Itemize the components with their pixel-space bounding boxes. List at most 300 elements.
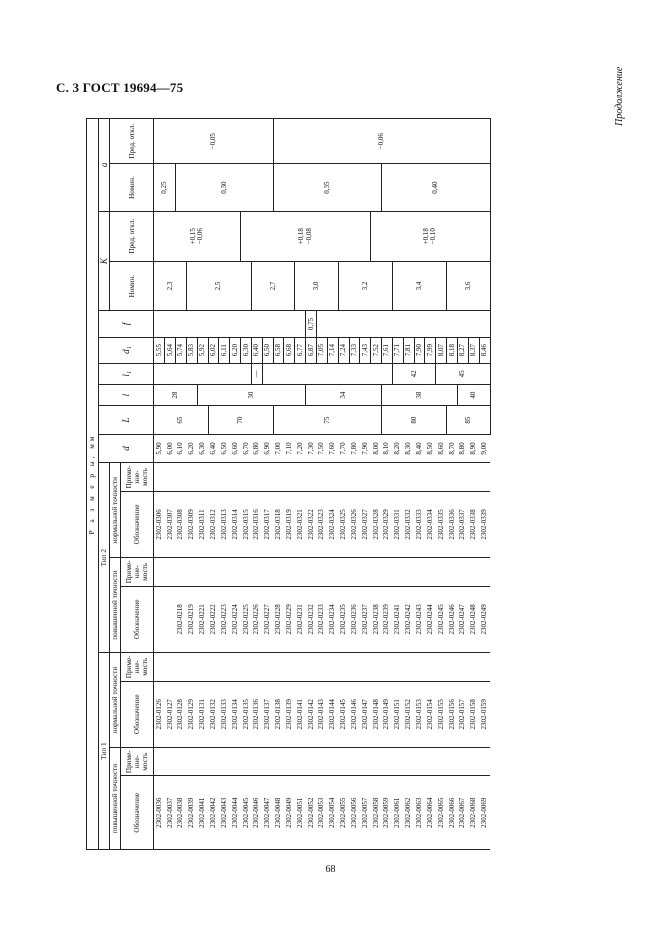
designation-t1-increased: 2302-0049	[284, 776, 295, 850]
designation-t2-increased: 2302-0238	[371, 586, 382, 652]
designation-header: Обозначение	[121, 681, 154, 747]
application-cell	[457, 463, 468, 491]
application-cell	[295, 558, 306, 586]
a-nominal-value: 0,40	[382, 164, 490, 211]
d-value: 8,40	[414, 434, 425, 462]
application-cell	[382, 558, 393, 586]
application-cell	[360, 558, 371, 586]
designation-t1-normal: 2302-0143	[317, 681, 328, 747]
d1-value: 7,14	[327, 337, 338, 363]
application-cell	[251, 558, 262, 586]
application-cell	[425, 558, 436, 586]
application-cell	[295, 463, 306, 491]
L-value: 85	[447, 406, 490, 434]
application-cell	[208, 558, 219, 586]
application-cell	[284, 747, 295, 775]
application-cell	[230, 558, 241, 586]
application-cell	[241, 747, 252, 775]
designation-t2-normal: 2302-0337	[457, 491, 468, 557]
application-cell	[197, 653, 208, 681]
designation-t2-increased: 2302-0234	[327, 586, 338, 652]
designation-t1-normal: 2302-0126	[154, 681, 165, 747]
application-cell	[251, 653, 262, 681]
l1-value	[154, 363, 252, 384]
designation-t1-increased: 2302-0047	[262, 776, 273, 850]
application-cell	[219, 653, 230, 681]
d-value: 6,50	[219, 434, 230, 462]
application-cell	[457, 653, 468, 681]
application-cell	[208, 463, 219, 491]
f-header: f	[99, 311, 154, 337]
application-cell	[468, 463, 479, 491]
L-header: L	[99, 406, 154, 434]
designation-t2-normal: 2302-0325	[338, 491, 349, 557]
application-cell	[349, 653, 360, 681]
application-cell	[295, 653, 306, 681]
d1-value: 6,11	[219, 337, 230, 363]
application-cell	[436, 558, 447, 586]
designation-t1-increased: 2302-0037	[165, 776, 176, 850]
designation-t1-increased: 2302-0055	[338, 776, 349, 850]
d-value: 7,50	[317, 434, 328, 462]
application-cell	[306, 747, 317, 775]
application-cell	[317, 463, 328, 491]
K-header: K	[99, 211, 110, 311]
d-value: 8,50	[425, 434, 436, 462]
d-value: 6,40	[208, 434, 219, 462]
designation-t2-normal: 2302-0317	[262, 491, 273, 557]
application-cell	[208, 747, 219, 775]
K-nominal-value: 3,0	[295, 261, 338, 311]
application-cell	[197, 747, 208, 775]
application-cell	[186, 463, 197, 491]
l-header: l	[99, 384, 154, 405]
designation-t1-increased: 2302-0056	[349, 776, 360, 850]
application-cell	[382, 747, 393, 775]
designation-t2-normal: 2302-0336	[447, 491, 458, 557]
application-cell	[154, 558, 165, 586]
designation-t2-normal: 2302-0326	[349, 491, 360, 557]
designation-t2-normal: 2302-0331	[392, 491, 403, 557]
d-value: 7,60	[327, 434, 338, 462]
application-cell	[284, 463, 295, 491]
designation-t1-increased: 2302-0042	[208, 776, 219, 850]
designation-t2-normal: 2302-0316	[251, 491, 262, 557]
d1-value: 6,87	[306, 337, 317, 363]
application-cell	[349, 558, 360, 586]
designation-t1-increased: 2302-0068	[468, 776, 479, 850]
application-cell	[327, 558, 338, 586]
K-nominal-value: 2,7	[251, 261, 294, 311]
designation-t1-normal: 2302-0145	[338, 681, 349, 747]
designation-t1-normal: 2302-0154	[425, 681, 436, 747]
application-cell	[479, 463, 490, 491]
L-value: 65	[154, 406, 208, 434]
d1-value: 7,43	[360, 337, 371, 363]
designation-t2-increased: 2302-0231	[295, 586, 306, 652]
d1-value: 7,33	[349, 337, 360, 363]
designation-t1-increased: 2302-0039	[186, 776, 197, 850]
designation-t1-normal: 2302-0128	[176, 681, 187, 747]
designation-t1-increased: 2302-0059	[382, 776, 393, 850]
designation-t2-increased: 2302-0244	[425, 586, 436, 652]
designation-t1-increased: 2302-0054	[327, 776, 338, 850]
application-cell	[219, 558, 230, 586]
application-header: Приме-нне-мость	[121, 558, 154, 586]
d-value: 6,70	[241, 434, 252, 462]
dimension-table-rotated	[86, 118, 594, 850]
designation-t1-normal: 2302-0133	[219, 681, 230, 747]
designation-t1-increased: 2302-0053	[317, 776, 328, 850]
application-cell	[392, 747, 403, 775]
d1-value: 5,55	[154, 337, 165, 363]
application-cell	[414, 653, 425, 681]
d-value: 6,80	[251, 434, 262, 462]
d-value: 8,20	[392, 434, 403, 462]
application-cell	[479, 558, 490, 586]
application-cell	[392, 463, 403, 491]
application-cell	[176, 558, 187, 586]
d-value: 7,70	[338, 434, 349, 462]
l-value: 38	[382, 384, 458, 405]
application-cell	[284, 558, 295, 586]
d-value: 7,00	[273, 434, 284, 462]
designation-t1-normal: 2302-0137	[262, 681, 273, 747]
designation-t1-normal: 2302-0152	[403, 681, 414, 747]
application-cell	[176, 653, 187, 681]
application-cell	[414, 463, 425, 491]
application-cell	[403, 558, 414, 586]
l1-value	[262, 363, 392, 384]
a-nominal-value: 0,25	[154, 164, 176, 211]
d1-value: 6,58	[273, 337, 284, 363]
application-cell	[306, 463, 317, 491]
application-cell	[251, 747, 262, 775]
application-cell	[230, 747, 241, 775]
designation-t2-increased: 2302-0245	[436, 586, 447, 652]
designation-t2-increased: 2302-0218	[176, 586, 187, 652]
application-cell	[262, 653, 273, 681]
application-cell	[327, 653, 338, 681]
application-cell	[262, 558, 273, 586]
application-cell	[468, 558, 479, 586]
designation-t2-normal: 2302-0311	[197, 491, 208, 557]
application-cell	[403, 747, 414, 775]
designation-t2-normal: 2302-0314	[230, 491, 241, 557]
designation-t1-increased: 2302-0058	[371, 776, 382, 850]
designation-t2-normal: 2302-0318	[273, 491, 284, 557]
l1-value: 42	[392, 363, 435, 384]
application-cell	[338, 558, 349, 586]
designation-t2-increased: 2302-0226	[251, 586, 262, 652]
designation-t1-increased: 2302-0067	[457, 776, 468, 850]
f-value	[317, 311, 491, 337]
d1-value: 6,20	[230, 337, 241, 363]
application-cell	[457, 747, 468, 775]
application-cell	[262, 747, 273, 775]
designation-t1-increased: 2302-0069	[479, 776, 490, 850]
l-value: 40	[457, 384, 490, 405]
designation-t1-normal: 2302-0156	[447, 681, 458, 747]
d1-value: 7,99	[425, 337, 436, 363]
application-cell	[360, 653, 371, 681]
designation-t1-normal: 2302-0129	[186, 681, 197, 747]
d1-value: 5,83	[186, 337, 197, 363]
designation-t2-increased: 2302-0223	[219, 586, 230, 652]
designation-t1-increased: 2302-0063	[414, 776, 425, 850]
K-nom-header: Номин.	[110, 261, 154, 311]
d-value: 8,90	[468, 434, 479, 462]
type2-header: Тип 2	[99, 463, 110, 653]
designation-header: Обозначение	[121, 491, 154, 557]
designation-t1-normal: 2302-0159	[479, 681, 490, 747]
table-body	[154, 119, 490, 850]
application-cell	[251, 463, 262, 491]
application-cell	[338, 747, 349, 775]
d1-value: 5,92	[197, 337, 208, 363]
application-cell	[273, 463, 284, 491]
designation-t2-increased: 2302-0232	[306, 586, 317, 652]
application-cell	[230, 463, 241, 491]
K-tolerance-value: +0,18 −0,08	[241, 211, 371, 261]
application-cell	[403, 653, 414, 681]
application-cell	[295, 747, 306, 775]
designation-t1-increased: 2302-0045	[241, 776, 252, 850]
application-cell	[154, 747, 165, 775]
designation-t2-increased: 2302-0221	[197, 586, 208, 652]
d1-value: 7,81	[403, 337, 414, 363]
designation-t2-increased: 2302-0236	[349, 586, 360, 652]
application-cell	[165, 747, 176, 775]
designation-t2-increased: 2302-0246	[447, 586, 458, 652]
designation-t2-normal: 2302-0327	[360, 491, 371, 557]
a-tolerance-value: −0,05	[154, 119, 273, 164]
application-cell	[176, 463, 187, 491]
application-cell	[241, 558, 252, 586]
d1-value: 5,74	[176, 337, 187, 363]
designation-t2-normal: 2302-0324	[327, 491, 338, 557]
d-value: 5,90	[154, 434, 165, 462]
application-header: Приме-нне-мость	[121, 747, 154, 775]
designation-t1-increased: 2302-0052	[306, 776, 317, 850]
table-row	[154, 119, 165, 850]
application-cell	[349, 747, 360, 775]
application-cell	[317, 558, 328, 586]
designation-t1-normal: 2302-0134	[230, 681, 241, 747]
designation-t2-normal: 2302-0339	[479, 491, 490, 557]
d1-value: 8,18	[447, 337, 458, 363]
d1-value: 8,07	[436, 337, 447, 363]
d-value: 8,70	[447, 434, 458, 462]
application-cell	[425, 747, 436, 775]
application-cell	[392, 558, 403, 586]
table-row	[241, 119, 252, 850]
designation-t1-normal: 2302-0158	[468, 681, 479, 747]
designation-header: Обозначение	[121, 586, 154, 652]
t1-normal-header: нормальной точности	[110, 653, 121, 748]
designation-t1-normal: 2302-0155	[436, 681, 447, 747]
t1-increased-header: повышенной точности	[110, 747, 121, 849]
d-value: 6,20	[186, 434, 197, 462]
d1-value: 7,90	[414, 337, 425, 363]
application-cell	[273, 558, 284, 586]
l1-value: 45	[436, 363, 490, 384]
designation-t1-normal: 2302-0142	[306, 681, 317, 747]
K-tolerance-value: +0,18 −0,10	[371, 211, 490, 261]
d1-value: 8,27	[457, 337, 468, 363]
designation-t1-normal: 2302-0136	[251, 681, 262, 747]
d-value: 6,30	[197, 434, 208, 462]
l-value: 34	[306, 384, 382, 405]
l-value: 28	[154, 384, 197, 405]
designation-t2-increased: 2302-0243	[414, 586, 425, 652]
designation-header: Обозначение	[121, 776, 154, 850]
a-nominal-value: 0,30	[176, 164, 274, 211]
d-value: 8,60	[436, 434, 447, 462]
d-value: 8,30	[403, 434, 414, 462]
a-nom-header: Номин.	[110, 164, 154, 211]
d-value: 6,00	[165, 434, 176, 462]
d-value: 7,80	[349, 434, 360, 462]
d-value: 6,10	[176, 434, 187, 462]
designation-t2-normal: 2302-0319	[284, 491, 295, 557]
d1-header: d₁	[99, 337, 154, 363]
d1-value: 6,68	[284, 337, 295, 363]
application-cell	[262, 463, 273, 491]
designation-t1-increased: 2302-0061	[392, 776, 403, 850]
designation-t2-normal: 2302-0308	[176, 491, 187, 557]
application-cell	[371, 653, 382, 681]
designation-t1-normal: 2302-0127	[165, 681, 176, 747]
application-header: Приме-нне-мость	[121, 653, 154, 681]
K-nominal-value: 3,6	[447, 261, 490, 311]
application-cell	[468, 747, 479, 775]
designation-t1-increased: 2302-0057	[360, 776, 371, 850]
designation-t1-normal: 2302-0144	[327, 681, 338, 747]
application-cell	[230, 653, 241, 681]
designation-t1-normal: 2302-0151	[392, 681, 403, 747]
designation-t2-increased: 2302-0227	[262, 586, 273, 652]
application-cell	[360, 463, 371, 491]
designation-t2-increased: 2302-0247	[457, 586, 468, 652]
designation-t2-increased: 2302-0224	[230, 586, 241, 652]
designation-t1-normal: 2302-0132	[208, 681, 219, 747]
application-cell	[327, 747, 338, 775]
designation-t2-normal: 2302-0315	[241, 491, 252, 557]
designation-t2-normal: 2302-0307	[165, 491, 176, 557]
designation-t2-increased: 2302-0242	[403, 586, 414, 652]
type1-header: Тип 1	[99, 653, 110, 850]
d-value: 7,90	[360, 434, 371, 462]
application-cell	[360, 747, 371, 775]
application-cell	[186, 747, 197, 775]
designation-t1-increased: 2302-0065	[436, 776, 447, 850]
designation-t1-increased: 2302-0066	[447, 776, 458, 850]
page-header: С. 3 ГОСТ 19694—75	[56, 80, 184, 95]
application-cell	[338, 653, 349, 681]
d-value: 8,10	[382, 434, 393, 462]
designation-t1-increased: 2302-0046	[251, 776, 262, 850]
application-cell	[371, 558, 382, 586]
application-cell	[273, 653, 284, 681]
designation-t1-normal: 2302-0138	[273, 681, 284, 747]
l-value: 30	[197, 384, 305, 405]
d1-value: 6,40	[251, 337, 262, 363]
K-tol-header: Пред. откл.	[110, 211, 154, 261]
designation-t1-normal: 2302-0149	[382, 681, 393, 747]
designation-t1-increased: 2302-0043	[219, 776, 230, 850]
designation-t2-normal: 2302-0321	[295, 491, 306, 557]
t2-increased-header: повышенной точности	[110, 558, 121, 653]
d1-value: 7,05	[317, 337, 328, 363]
designation-t2-increased: 2302-0241	[392, 586, 403, 652]
d1-value: 6,50	[262, 337, 273, 363]
t2-normal-header: нормальной точности	[110, 463, 121, 558]
designation-t1-normal: 2302-0147	[360, 681, 371, 747]
application-cell	[436, 747, 447, 775]
d1-value: 6,77	[295, 337, 306, 363]
d1-value: 8,46	[479, 337, 490, 363]
designation-t2-normal: 2302-0335	[436, 491, 447, 557]
application-cell	[154, 653, 165, 681]
d1-value: 6,30	[241, 337, 252, 363]
designation-t1-increased: 2302-0038	[176, 776, 187, 850]
application-cell	[338, 463, 349, 491]
designation-t1-normal: 2302-0157	[457, 681, 468, 747]
application-cell	[273, 747, 284, 775]
designation-t1-increased: 2302-0048	[273, 776, 284, 850]
application-cell	[306, 653, 317, 681]
designation-t2-normal: 2302-0323	[317, 491, 328, 557]
designation-t2-increased-blank	[154, 586, 165, 652]
page-number: 68	[325, 864, 336, 875]
l1-value: —	[251, 363, 262, 384]
L-value: 80	[382, 406, 447, 434]
application-cell	[208, 653, 219, 681]
application-cell	[371, 747, 382, 775]
f-value: 0,75	[306, 311, 317, 337]
application-cell	[186, 653, 197, 681]
application-cell	[436, 653, 447, 681]
application-cell	[436, 463, 447, 491]
designation-t2-increased: 2302-0233	[317, 586, 328, 652]
designation-t2-increased: 2302-0229	[284, 586, 295, 652]
application-cell	[425, 463, 436, 491]
a-tol-header: Пред. откл.	[110, 119, 154, 164]
designation-t2-increased: 2302-0222	[208, 586, 219, 652]
application-cell	[392, 653, 403, 681]
designation-t2-normal: 2302-0312	[208, 491, 219, 557]
application-cell	[197, 558, 208, 586]
K-nominal-value: 2,3	[154, 261, 187, 311]
designation-t1-normal: 2302-0153	[414, 681, 425, 747]
d1-value: 7,52	[371, 337, 382, 363]
designation-t2-normal: 2302-0309	[186, 491, 197, 557]
continuation-label: Продолжение	[614, 66, 625, 126]
K-tolerance-value: +0,15 −0,06	[154, 211, 241, 261]
application-cell	[403, 463, 414, 491]
application-cell	[219, 463, 230, 491]
designation-t1-normal: 2302-0141	[295, 681, 306, 747]
designation-t2-normal: 2302-0306	[154, 491, 165, 557]
designation-t2-increased: 2302-0248	[468, 586, 479, 652]
application-cell	[186, 558, 197, 586]
L-value: 75	[273, 406, 381, 434]
application-cell	[371, 463, 382, 491]
designation-t1-increased: 2302-0064	[425, 776, 436, 850]
designation-t2-normal: 2302-0329	[382, 491, 393, 557]
L-value: 70	[208, 406, 273, 434]
